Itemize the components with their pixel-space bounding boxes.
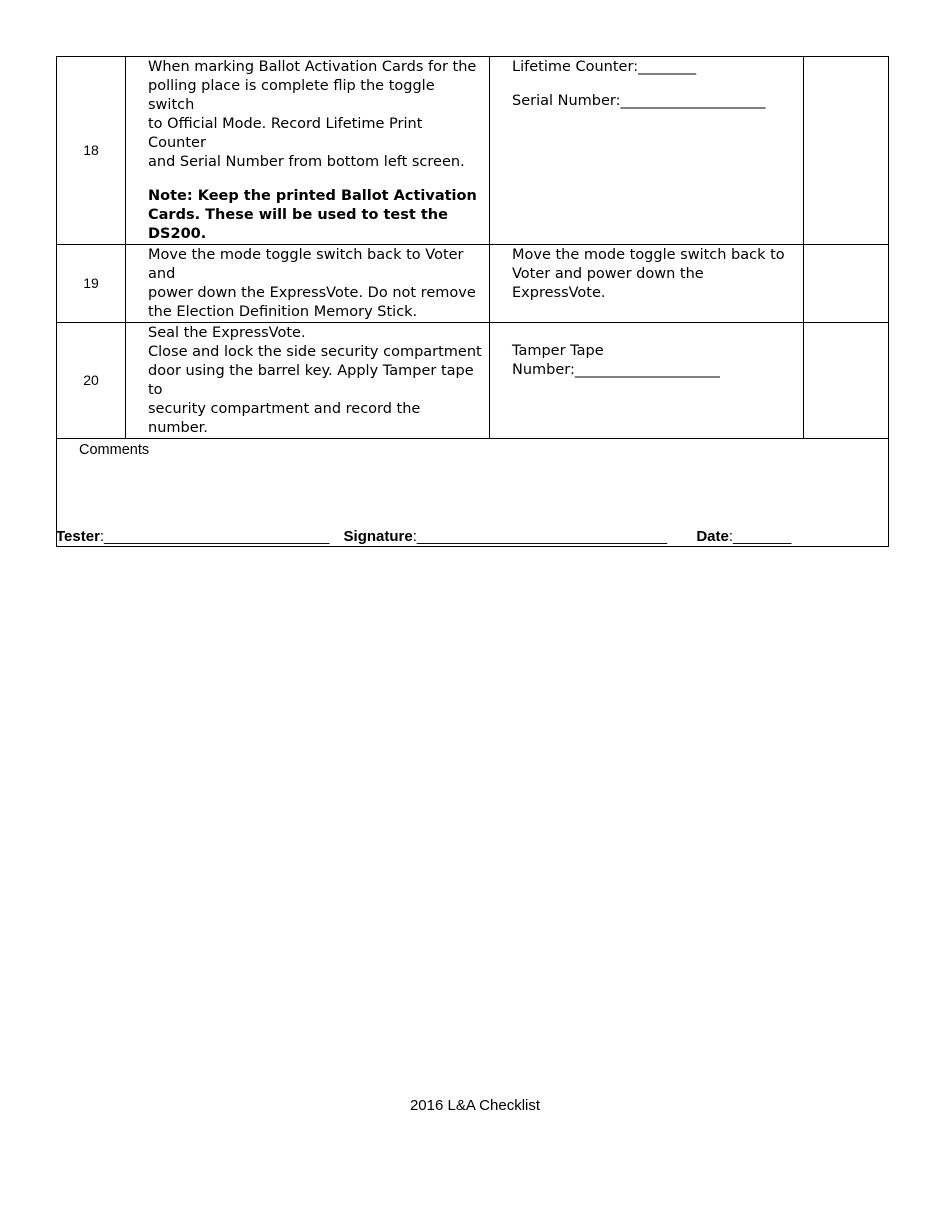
step-line: Move the mode toggle switch back to Voter and	[148, 247, 464, 282]
date-field[interactable]: :_______	[728, 528, 792, 545]
step-instructions	[126, 323, 490, 439]
step-instructions	[126, 57, 490, 245]
step-number: 20	[57, 323, 126, 439]
tamper-tape-number-field[interactable]: Number:____________________	[512, 362, 720, 378]
signature-field[interactable]: :______________________________	[412, 528, 668, 545]
step-instructions	[126, 245, 490, 323]
checklist-table	[56, 56, 889, 547]
step-line: security compartment and record the number.	[148, 401, 421, 436]
record-line: Tamper Tape	[512, 343, 604, 359]
step-line: the Election Definition Memory Stick.	[148, 304, 418, 320]
tester-field[interactable]: :___________________________	[99, 528, 330, 545]
table-row	[57, 323, 889, 439]
step-line: power down the ExpressVote. Do not remove	[148, 285, 476, 301]
note-line: DS200.	[148, 226, 207, 242]
comments-label: Comments	[79, 442, 150, 458]
step-note	[148, 187, 483, 244]
note-line: Cards. These will be used to test the	[148, 207, 448, 223]
check-cell[interactable]	[804, 57, 889, 245]
step-number: 19	[57, 245, 126, 323]
table-row	[57, 245, 889, 323]
step-line: and Serial Number from bottom left screen.	[148, 154, 465, 170]
step-line: Close and lock the side security compartment	[148, 344, 482, 360]
table-row	[57, 57, 889, 245]
lifetime-counter-field[interactable]: Lifetime Counter:________	[512, 59, 697, 75]
step-line: polling place is complete flip the toggle switch	[148, 78, 435, 113]
record-field[interactable]	[490, 57, 804, 245]
record-field	[490, 245, 804, 323]
note-line: Note: Keep the printed Ballot Activation	[148, 188, 477, 204]
record-line: Move the mode toggle switch back to	[512, 247, 785, 263]
step-line: door using the barrel key. Apply Tamper tape to	[148, 363, 474, 398]
record-line: Voter and power down the ExpressVote.	[512, 266, 704, 301]
date-label: Date	[696, 528, 729, 545]
serial-number-field[interactable]: Serial Number:____________________	[512, 93, 766, 109]
step-line: When marking Ballot Activation Cards for the	[148, 59, 477, 75]
record-field[interactable]	[490, 323, 804, 439]
page-footer: 2016 L&A Checklist	[409, 1097, 541, 1114]
check-cell[interactable]	[804, 245, 889, 323]
step-line: to Official Mode. Record Lifetime Print Counter	[148, 116, 423, 151]
step-line: Seal the ExpressVote.	[148, 325, 306, 341]
step-number: 18	[57, 57, 126, 245]
signature-label: Signature	[343, 528, 413, 545]
tester-label: Tester	[56, 528, 100, 545]
signature-line	[56, 528, 791, 545]
check-cell[interactable]	[804, 323, 889, 439]
